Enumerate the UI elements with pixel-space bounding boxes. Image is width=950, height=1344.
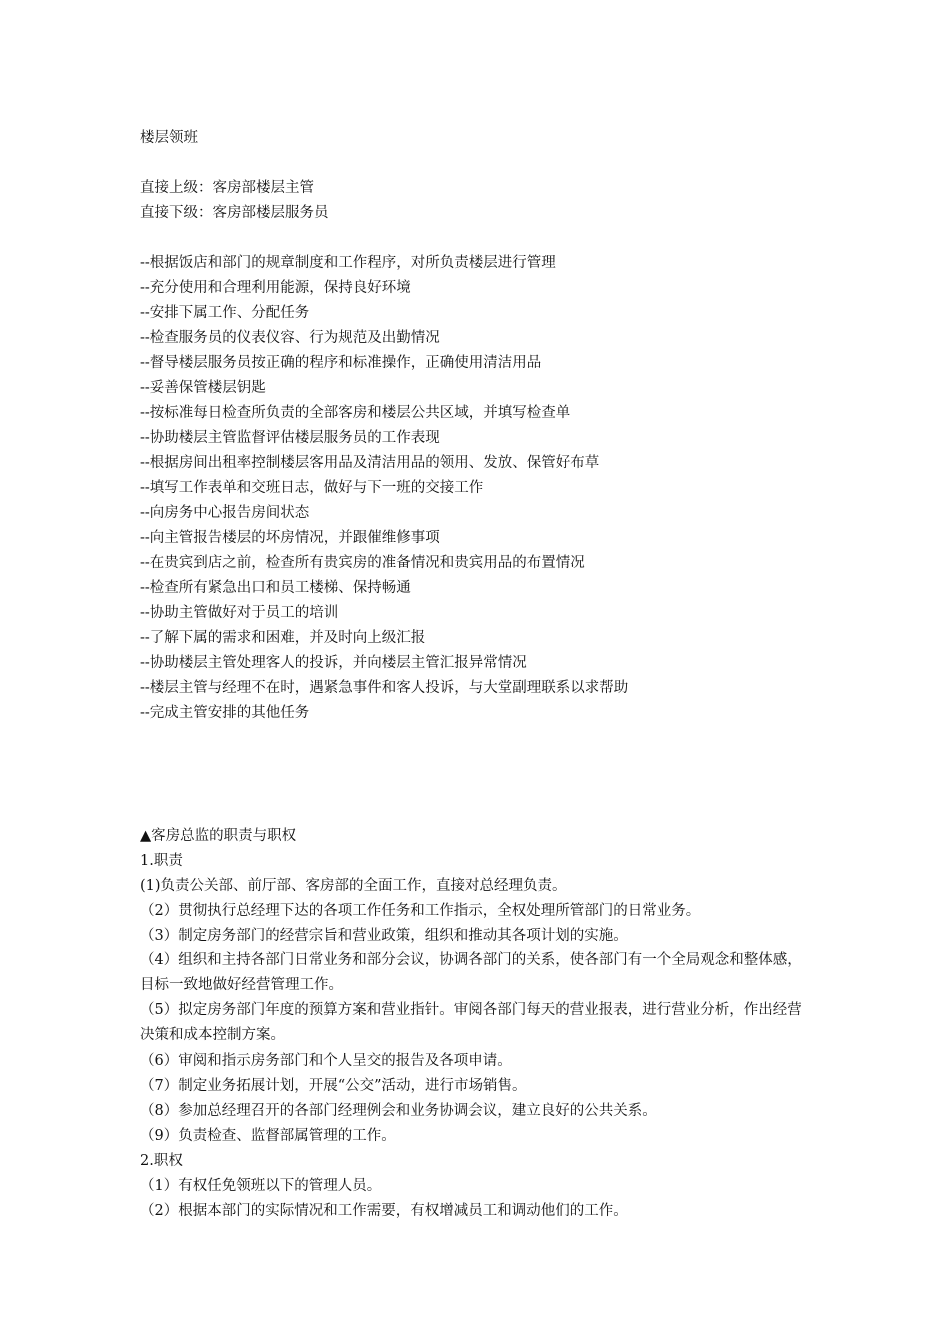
duty-item: --楼层主管与经理不在时，遇紧急事件和客人投诉，与大堂副理联系以求帮助 (140, 680, 629, 696)
duty-item: --按标准每日检查所负责的全部客房和楼层公共区域，并填写检查单 (140, 405, 571, 421)
duty-item: --检查服务员的仪表仪容、行为规范及出勤情况 (140, 330, 440, 346)
duty-item: --协助主管做好对于员工的培训 (140, 605, 339, 621)
responsibility-item: （5）拟定房务部门年度的预算方案和营业指针。审阅各部门每天的营业报表，进行营业分析，作出经营决策和成本控制方案。 (140, 1002, 802, 1043)
duty-item: --安排下属工作、分配任务 (140, 305, 310, 321)
duty-item: --完成主管安排的其他任务 (140, 705, 310, 721)
authority-item: （2）根据本部门的实际情况和工作需要，有权增减员工和调动他们的工作。 (140, 1203, 628, 1219)
responsibility-item: （7）制定业务拓展计划，开展“公交”活动，进行市场销售。 (140, 1078, 527, 1094)
responsibility-item: （4）组织和主持各部门日常业务和部分会议，协调各部门的关系，使各部门有一个全局观念和整体感，目标一致地做好经营管理工作。 (140, 952, 802, 993)
authority-heading: 2.职权 (140, 1153, 183, 1169)
direct-subordinate: 直接下级：客房部楼层服务员 (140, 205, 329, 221)
section2-title: ▲客房总监的职责与职权 (140, 828, 297, 844)
responsibility-item: （9）负责检查、监督部属管理的工作。 (140, 1128, 396, 1144)
duty-item: --了解下属的需求和困难，并及时向上级汇报 (140, 630, 426, 646)
duty-item: --充分使用和合理利用能源，保持良好环境 (140, 280, 411, 296)
responsibility-item: （6）审阅和指示房务部门和个人呈交的报告及各项申请。 (140, 1053, 512, 1069)
duty-item: --协助楼层主管监督评估楼层服务员的工作表现 (140, 430, 440, 446)
duty-item: --检查所有紧急出口和员工楼梯、保持畅通 (140, 580, 411, 596)
responsibilities-heading: 1.职责 (140, 853, 183, 869)
responsibility-item: （8）参加总经理召开的各部门经理例会和业务协调会议，建立良好的公共关系。 (140, 1103, 657, 1119)
duty-item: --向房务中心报告房间状态 (140, 505, 310, 521)
authority-item: （1）有权任免领班以下的管理人员。 (140, 1178, 382, 1194)
duty-item: --协助楼层主管处理客人的投诉，并向楼层主管汇报异常情况 (140, 655, 527, 671)
duty-item: --妥善保管楼层钥匙 (140, 380, 266, 396)
direct-superior: 直接上级：客房部楼层主管 (140, 180, 314, 196)
section-title: 楼层领班 (140, 130, 198, 146)
duty-item: --督导楼层服务员按正确的程序和标准操作，正确使用清洁用品 (140, 355, 542, 371)
duty-item: --填写工作表单和交班日志，做好与下一班的交接工作 (140, 480, 484, 496)
duty-item: --在贵宾到店之前，检查所有贵宾房的准备情况和贵宾用品的布置情况 (140, 555, 585, 571)
responsibility-item: (1)负责公关部、前厅部、客房部的全面工作，直接对总经理负责。 (140, 878, 567, 894)
responsibility-item: （2）贯彻执行总经理下达的各项工作任务和工作指示，全权处理所管部门的日常业务。 (140, 903, 701, 919)
duty-item: --根据房间出租率控制楼层客用品及清洁用品的领用、发放、保管好布草 (140, 455, 600, 471)
duty-item: --向主管报告楼层的坏房情况，并跟催维修事项 (140, 530, 440, 546)
duty-item: --根据饭店和部门的规章制度和工作程序，对所负责楼层进行管理 (140, 255, 556, 271)
responsibility-item: （3）制定房务部门的经营宗旨和营业政策，组织和推动其各项计划的实施。 (140, 928, 628, 944)
